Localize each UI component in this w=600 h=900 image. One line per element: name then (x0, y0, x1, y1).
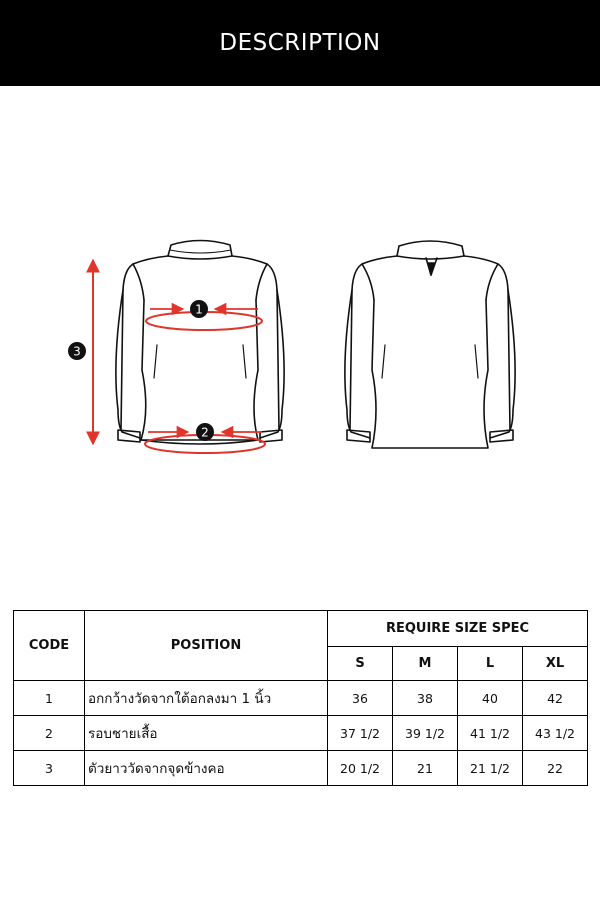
code-header: CODE (14, 611, 85, 681)
table-row (14, 716, 588, 751)
marker-2 (196, 423, 214, 441)
row-value: 21 (393, 751, 458, 786)
row-value: 36 (328, 681, 393, 716)
row-value: 20 1/2 (328, 751, 393, 786)
row-position: อกกว้างวัดจากใต้อกลงมา 1 นิ้ว (85, 681, 328, 716)
size-header-s: S (328, 647, 393, 681)
back-shirt (345, 241, 515, 448)
svg-text:3: 3 (73, 344, 81, 359)
svg-text:1: 1 (195, 302, 203, 317)
front-shirt (116, 241, 284, 445)
row-code: 3 (14, 751, 85, 786)
row-code: 1 (14, 681, 85, 716)
row-value: 22 (523, 751, 588, 786)
measurement-marks (68, 260, 265, 453)
marker-1 (190, 300, 208, 318)
row-value: 39 1/2 (393, 716, 458, 751)
header-bar (0, 0, 600, 86)
row-position: รอบชายเสื้อ (85, 716, 328, 751)
row-value: 40 (458, 681, 523, 716)
row-value: 21 1/2 (458, 751, 523, 786)
size-spec-table (13, 610, 588, 786)
row-position: ตัวยาววัดจากจุดข้างคอ (85, 751, 328, 786)
table-row (14, 751, 588, 786)
garment-diagram (0, 220, 600, 470)
size-header-xl: XL (523, 647, 588, 681)
row-value: 41 1/2 (458, 716, 523, 751)
size-header-l: L (458, 647, 523, 681)
page-title: DESCRIPTION (219, 30, 381, 56)
position-header: POSITION (85, 611, 328, 681)
row-value: 37 1/2 (328, 716, 393, 751)
svg-text:2: 2 (201, 425, 209, 440)
row-value: 43 1/2 (523, 716, 588, 751)
row-code: 2 (14, 716, 85, 751)
marker-3 (68, 342, 86, 360)
size-header-m: M (393, 647, 458, 681)
table-row (14, 681, 588, 716)
row-value: 42 (523, 681, 588, 716)
row-value: 38 (393, 681, 458, 716)
size-spec-header: REQUIRE SIZE SPEC (328, 611, 588, 647)
